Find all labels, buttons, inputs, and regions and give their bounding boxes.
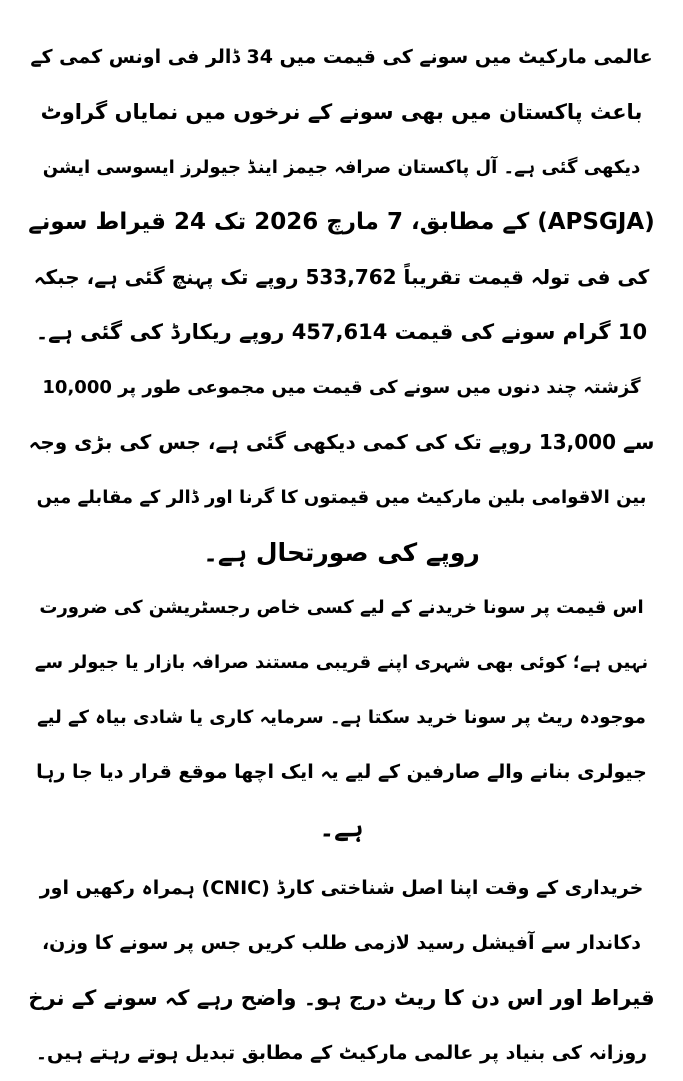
text-line: خریداری کے وقت اپنا اصل شناختی کارڈ (CNIC) ہمراہ رکھیں اور	[39, 877, 644, 899]
text-line: روزانہ کی بنیاد پر عالمی مارکیٹ کے مطابق تبدیل ہوتے رہتے ہیں۔	[35, 1042, 648, 1064]
text-line: عالمی مارکیٹ میں سونے کی قیمت میں 34 ڈالر فی اونس کمی کے	[30, 46, 653, 68]
text-line: موجودہ ریٹ پر سونا خرید سکتا ہے۔ سرمایہ کاری یا شادی بیاہ کے لیے	[37, 707, 646, 728]
text-line: دکاندار سے آفیشل رسید لازمی طلب کریں جس پر سونے کا وزن،	[41, 932, 642, 954]
text-line: باعث پاکستان میں بھی سونے کے نرخوں میں نمایاں گراوٹ	[40, 100, 643, 124]
paragraph-buying-advice	[28, 861, 655, 1081]
text-line: سے 13,000 روپے تک کی کمی دیکھی گئی ہے، جس کی بڑی وجہ	[28, 430, 655, 454]
text-line: دیکھی گئی ہے۔ آل پاکستان صرافہ جیمز اینڈ جیولرز ایسوسی ایشن	[42, 157, 641, 178]
text-line: قیراط اور اس دن کا ریٹ درج ہو۔ واضح رہے کہ سونے کے نرخ	[28, 986, 655, 1010]
text-line: جیولری بنانے والے صارفین کے لیے یہ ایک اچھا موقع قرار دیا جا رہا	[36, 761, 647, 783]
text-line: نہیں ہے؛ کوئی بھی شہری اپنے قریبی مستند صرافہ بازار یا جیولر سے	[34, 652, 649, 673]
text-line: 10 گرام سونے کی قیمت 457,614 روپے ریکارڈ کی گئی ہے۔	[35, 320, 648, 344]
paragraph-purchase-info	[28, 580, 655, 855]
text-line: گزشتہ چند دنوں میں سونے کی قیمت میں مجموعی طور پر 10,000	[42, 377, 641, 398]
text-line: بین الاقوامی بلین مارکیٹ میں قیمتوں کا گرنا اور ڈالر کے مقابلے میں	[36, 487, 647, 508]
text-line: (APSGJA) کے مطابق، 7 مارچ 2026 تک 24 قیراط سونے	[28, 209, 655, 235]
paragraph-gold-price-drop	[28, 30, 655, 580]
text-line: روپے کی صورتحال ہے۔	[203, 538, 480, 567]
text-line: کی فی تولہ قیمت تقریباً 533,762 روپے تک پہنچ گئی ہے، جبکہ	[33, 265, 650, 289]
text-line: اس قیمت پر سونا خریدنے کے لیے کسی خاص رجسٹریشن کی ضرورت	[39, 597, 644, 618]
text-line: ہے۔	[319, 813, 364, 842]
